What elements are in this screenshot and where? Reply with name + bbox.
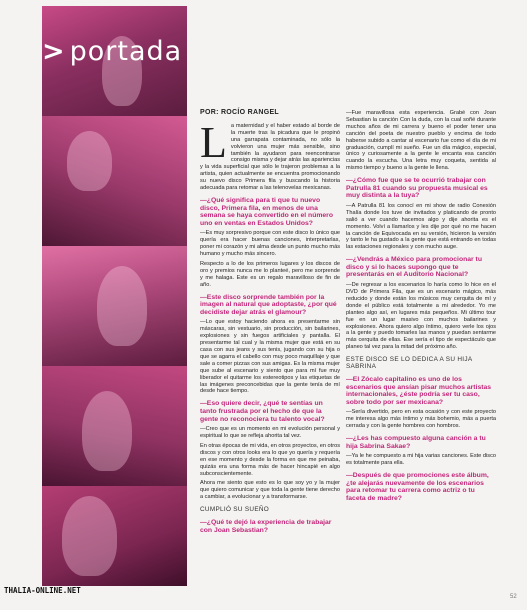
left-body xyxy=(200,197,340,534)
byline: POR: ROCÍO RANGEL xyxy=(200,109,279,116)
answer-paragraph: En otras épocas de mi vida, en otros proyectos, en otros discos y con otros looks era lo que yo quería y requería en ese momento y desde la forma en que me peinaba, quizás era una forma más de hacer hincapié en algo subconscientemente. xyxy=(200,442,340,477)
photo-strip xyxy=(42,6,187,586)
photo-2 xyxy=(42,116,187,246)
answer-paragraph: Respecto a lo de los primeros lugares y los discos de oro y premios nunca me lo planteé, pero me sorprende y me halaga. Este es un regalo maravilloso de fin de año. xyxy=(200,260,340,288)
answer-paragraph: —Creo que es un momento en mi evolución personal y espiritual lo que se refleja ahorita tal vez. xyxy=(200,426,340,440)
question: —Después de que promociones este álbum, ¿te alejarás nuevamente de los escenarios para retomar tu carrera como actriz o tu faceta de madre? xyxy=(346,472,489,502)
question: —Este disco sorprende también por la imagen al natural que adoptaste, ¿por qué decidiste dejar atrás el glamour? xyxy=(200,293,337,316)
question: —¿Les has compuesto alguna canción a tu hija Sabrina Sakae? xyxy=(346,435,486,450)
section-title xyxy=(42,36,182,67)
answer-paragraph: —Sería divertido, pero en esta ocasión y con este proyecto me interesa algo más íntimo y más bohemio, más a puerta cerrada y con la gente hombres con hombros. xyxy=(346,409,496,430)
answer-paragraph: —Fue maravillosa esta experiencia. Grabé con Joan Sebastian la canción Con la duda, con la cual soñé durante muchos años de mi carrera y bueno el poder tener una canción del poeta de nuestro pueblo y encima de todo haberse subido a cantar al escenario fue como el día de mi graduación, cumplí mi sueño. Fue un día mágico, especial, único y curiosamente a la gente le encanta esa canción cuando la escucha. Una letra muy coqueta, sentida al mismo tiempo y bueno a la gente le llena. xyxy=(346,110,496,172)
intro-text: a maternidad y el haber estado al borde de la muerte tras la picadura que le propinó una garrapata contaminada, no sólo la volvieron una mujer más sensible, sino también la ayudaron para reencontrarse consigo misma y dejar atrás las apariencias y la vida superficial que sólo le trajeron problemas a la artista, quien actualmente se encuentra promocionando su nuevo disco Primera fila y buscando la historia adecuada para retomar a las telenovelas mexicanas. xyxy=(200,122,340,192)
photo-5 xyxy=(42,486,187,586)
question: —Eso quiere decir, ¿qué te sentías un tanto frustrada por el hecho de que la gente no reconociera tu talento vocal? xyxy=(200,400,325,423)
answer-paragraph: Ahora me siento que esto es lo que soy yo y la mujer que quiero comunicar y que toda la gente tiene derecho a cambiar, a evolucionar y a transformarse. xyxy=(200,480,340,501)
left-column xyxy=(200,110,340,537)
question: —¿Qué te dejó la experiencia de trabajar con Joan Sebastian? xyxy=(200,519,332,534)
question: —¿Vendrás a México para promocionar tu disco y si lo haces supongo que te presentarás en el Auditorio Nacional? xyxy=(346,256,482,279)
answer-paragraph: —De regresar a los escenarios lo haría como lo hice en el DVD de Primera Fila, que es un escenario mágico, más reducido y donde están los músicos muy cerquita de mí y donde el público está totalmente a mi alrededor. Yo me planteo algo así, en lugares más pequeños. Mi último tour fue en un lugar masivo con muchos bailarines y explosiones. Ahora quiero algo íntimo, quiero verle los ojos a la gente y puedo tomarles las manos y puedan sentarme más cerquita de ellas. Ese sería el tipo de espectáculo que planeo tal vez para la mitad del próximo año. xyxy=(346,282,496,351)
section-title-text: portada xyxy=(69,36,183,67)
right-body xyxy=(346,110,496,502)
page-number: 52 xyxy=(510,594,517,600)
intro-paragraph xyxy=(200,117,340,192)
answer-paragraph: —Ya le he compuesto a mi hija varias canciones. Este disco es totalmente para ella. xyxy=(346,453,496,467)
question: —¿Cómo fue que se te ocurrió trabajar con Patrulla 81 cuando su propuesta musical es muy distinta a la tuya? xyxy=(346,177,488,200)
right-column xyxy=(346,110,496,505)
subheading: CUMPLIÓ SU SUEÑO xyxy=(200,506,270,514)
question: —El Zócalo capitalino es uno de los escenarios que ansían pisar muchos artistas internacionales, ¿éste podría ser tu caso, sobre todo por ser mexicana? xyxy=(346,375,492,406)
chevron-right-icon: > xyxy=(42,36,66,67)
answer-paragraph: —Es muy sorpresivo porque con este disco lo único que quería era hacer buenas canciones, interpretarlas, poner mi corazón y mi alma desde un punto mucho más humano y mucho más sincero. xyxy=(200,230,340,258)
dropcap: L xyxy=(200,117,227,167)
answer-paragraph: —Lo que estoy haciendo ahora es presentarme sin máscaras, sin vestuario, sin producción, sin bailarines, explosiones y sin fuegos artificiales y pantalla. El presentarme tal cual y la misma mujer que está en su casa con sus jeans y sus tenis, jugando con su hija o que se agarra el cabello con muy poco maquillaje y que sale a comer pizzas con sus amigas. Es la misma mujer que sube al escenario y siento que para mí fue muy liberador el quitarme los estereotipos y las etiquetas de las imágenes preconcebidas que la gente tenía de mí desde hace tiempo. xyxy=(200,319,340,395)
answer-paragraph: —A Patrulla 81 los conocí en mi show de radio Conexión Thalía donde los tuve de invitados y platicando de pronto salió a ver cuando hacemos algo y dije ahorita es el momento. Volví a llamarlos y les dije por qué no me hacen la canción de Equivocada en su versión, hicieron la versión y tanto le ha gustado a la gente que está entrando en todas las estaciones regionales y con mucho auge. xyxy=(346,202,496,251)
site-url: THALIA-ONLINE.NET xyxy=(4,586,81,595)
question: —¿Qué significa para ti que tu nuevo disco, Primera fila, en menos de una semana se haya convertido en el número uno en ventas en Estados Unidos? xyxy=(200,196,333,227)
subheading: ESTE DISCO SE LO DEDICA A SU HIJA SABRINA xyxy=(346,356,473,371)
photo-3 xyxy=(42,246,187,366)
photo-4 xyxy=(42,366,187,486)
